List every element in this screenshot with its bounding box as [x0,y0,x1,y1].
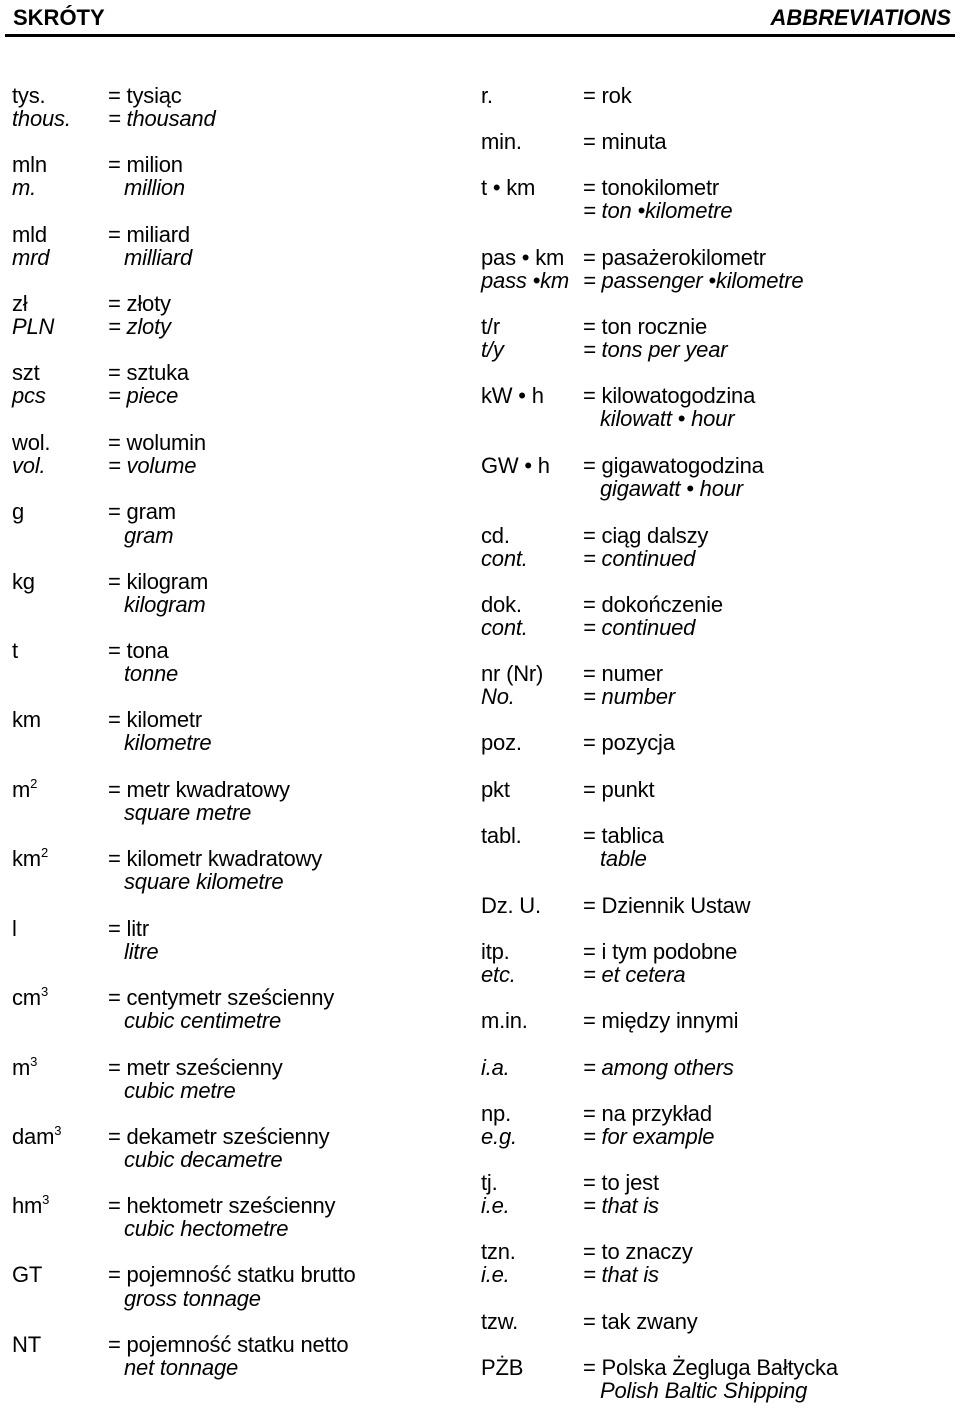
abbreviation-term [12,639,18,663]
abbreviation-term-text: t/y [481,337,504,362]
abbreviation-definition: = thousand [108,106,216,131]
abbreviation-term-text: pass •km [481,268,570,293]
abbreviation-term-text: hm [12,1193,43,1218]
abbreviation-term [12,384,46,408]
abbreviation-definition: = tak zwany [583,1309,698,1334]
abbreviation-definition: = piece [108,383,179,408]
abbreviation-line [12,917,472,941]
abbreviation-line [12,639,472,663]
abbreviation-term [12,246,49,270]
abbreviation-definition: kilogram [124,592,206,617]
abbreviation-definition: = et cetera [583,962,686,987]
abbreviation-definition: milliard [124,245,193,270]
abbreviation-line [481,847,941,871]
abbreviation-line [12,107,472,131]
abbreviation-line [12,1263,472,1287]
abbreviation-term [12,315,54,339]
abbreviation-definition: million [124,175,185,200]
abbreviation-line [481,894,941,918]
abbreviation-term [481,685,515,709]
abbreviation-line [12,1217,472,1241]
abbreviation-term-text: dok. [481,592,522,617]
abbreviation-definition: = ton rocznie [583,314,707,339]
abbreviation-term-text: mld [12,222,47,247]
abbreviation-definition: table [600,846,647,871]
abbreviation-exponent: 3 [42,1192,50,1207]
abbreviation-term-text: zł [12,291,28,316]
abbreviation-definition: = milion [108,152,183,177]
abbreviation-definition: = punkt [583,777,655,802]
abbreviation-definition: = sztuka [108,360,189,385]
abbreviation-term-text: cont. [481,546,528,571]
abbreviation-line [481,685,941,709]
abbreviation-line [481,246,941,270]
abbreviation-definition: kilometre [124,730,212,755]
abbreviation-term [481,1171,498,1195]
abbreviation-term-text: m. [12,175,37,200]
abbreviation-term [481,1102,511,1126]
abbreviation-definition: = wolumin [108,430,206,455]
abbreviation-term-text: kg [12,569,35,594]
abbreviation-term [12,986,48,1010]
abbreviation-definition: = metr sześcienny [108,1055,283,1080]
abbreviation-line [481,84,941,108]
abbreviation-term-text: m.in. [481,1008,528,1033]
abbreviation-line [481,176,941,200]
abbreviation-line [12,1194,472,1218]
abbreviation-term [12,153,47,177]
abbreviation-line [481,1056,941,1080]
abbreviation-line [12,454,472,478]
abbreviation-line [12,593,472,617]
abbreviation-line [12,731,472,755]
abbreviation-definition: = kilogram [108,569,209,594]
abbreviation-definition: = continued [583,546,696,571]
abbreviation-term-text: cm [12,985,41,1010]
abbreviation-definition: = kilometr kwadratowy [108,846,323,871]
abbreviation-line [12,662,472,686]
abbreviation-term-text: t [12,638,18,663]
abbreviation-term [12,1056,37,1080]
abbreviation-definition: square metre [124,800,252,825]
abbreviation-definition: gross tonnage [124,1286,261,1311]
abbreviation-term-text: thous. [12,106,71,131]
abbreviation-definition: = number [583,684,675,709]
abbreviation-term-text: PŻB [481,1355,524,1380]
abbreviation-term-text: vol. [12,453,46,478]
abbreviation-definition: = that is [583,1262,659,1287]
abbreviation-definition: cubic hectometre [124,1216,289,1241]
abbreviation-definition: gram [124,523,174,548]
abbreviation-term [481,894,541,918]
abbreviation-term [481,1056,510,1080]
abbreviation-term [12,1125,61,1149]
abbreviation-line [481,199,941,223]
abbreviation-term [481,130,522,154]
abbreviation-line [481,616,941,640]
abbreviation-term-text: pcs [12,383,46,408]
abbreviation-term-text: cont. [481,615,528,640]
abbreviation-term-text: m [12,1055,31,1080]
abbreviation-exponent: 2 [40,845,48,860]
abbreviation-term-text: mln [12,152,47,177]
abbreviation-term [12,84,45,108]
abbreviation-definition: = ciąg dalszy [583,523,709,548]
abbreviation-term-text: cd. [481,523,510,548]
abbreviation-line [481,547,941,571]
abbreviation-term [12,292,28,316]
abbreviation-line [481,407,941,431]
abbreviation-term-text: km [12,846,41,871]
abbreviation-definition: = tona [108,638,169,663]
abbreviation-definition: square kilometre [124,869,284,894]
abbreviation-line [12,84,472,108]
abbreviation-definition: = kilometr [108,707,202,732]
abbreviation-line [12,847,472,871]
abbreviation-definition: = tablica [583,823,664,848]
abbreviation-line [12,1125,472,1149]
abbreviation-term [481,662,543,686]
abbreviation-term-text: mrd [12,245,50,270]
abbreviation-line [481,1194,941,1218]
abbreviation-term-text: itp. [481,939,510,964]
abbreviation-term [12,778,37,802]
abbreviation-definition: = tonokilometr [583,175,719,200]
abbreviation-term [481,1009,528,1033]
abbreviation-definition: = dokończenie [583,592,723,617]
abbreviation-exponent: 3 [40,984,48,999]
abbreviation-term [481,778,510,802]
abbreviation-term-text: tj. [481,1170,498,1195]
abbreviation-line [12,570,472,594]
abbreviation-term [481,315,500,339]
abbreviation-term [12,223,47,247]
abbreviation-definition: = ton •kilometre [583,198,733,223]
abbreviation-exponent: 3 [30,1054,38,1069]
abbreviation-term [481,524,510,548]
abbreviation-term-text: t/r [481,314,500,339]
abbreviation-line [12,986,472,1010]
abbreviation-definition: = między innymi [583,1008,739,1033]
abbreviation-definition: = pasażerokilometr [583,245,766,270]
abbreviation-definition: = tysiąc [108,83,182,108]
abbreviation-line [481,1102,941,1126]
abbreviation-line [481,1171,941,1195]
abbreviation-exponent: 2 [30,776,38,791]
abbreviation-definition: = that is [583,1193,659,1218]
abbreviation-term [12,570,35,594]
abbreviation-term [481,1125,517,1149]
abbreviation-line [481,1240,941,1264]
abbreviation-definition: = rok [583,83,632,108]
abbreviation-line [12,1009,472,1033]
abbreviation-line [12,292,472,316]
abbreviation-definition: = pojemność statku brutto [108,1262,356,1287]
abbreviation-line [12,870,472,894]
abbreviation-line [481,940,941,964]
abbreviation-definition: = pozycja [583,730,675,755]
abbreviation-definition: = metr kwadratowy [108,777,290,802]
abbreviation-term [481,384,544,408]
abbreviation-term-text: tys. [12,83,46,108]
abbreviation-line [481,269,941,293]
abbreviation-definition: = to znaczy [583,1239,693,1264]
abbreviation-definition: = for example [583,1124,715,1149]
abbreviation-line [12,315,472,339]
abbreviation-line [12,361,472,385]
header-title-english: ABBREVIATIONS [770,5,951,30]
abbreviation-line [12,1148,472,1172]
abbreviation-definition: = gram [108,499,176,524]
abbreviation-line [481,454,941,478]
abbreviation-definition: = continued [583,615,696,640]
abbreviation-term [481,963,516,987]
abbreviation-line [481,1009,941,1033]
abbreviation-definition: = dekametr sześcienny [108,1124,330,1149]
abbreviation-line [12,801,472,825]
abbreviation-term-text: szt [12,360,40,385]
abbreviation-term-text: e.g. [481,1124,517,1149]
abbreviation-line [12,524,472,548]
abbreviation-term [481,1310,518,1334]
abbreviation-term-text: Dz. U. [481,893,541,918]
abbreviation-term-text: wol. [12,430,51,455]
abbreviation-term-text: min. [481,129,522,154]
abbreviation-definition: = zloty [108,314,171,339]
abbreviation-term [12,917,17,941]
abbreviation-term [12,1263,42,1287]
abbreviation-term [12,107,71,131]
abbreviation-line [481,130,941,154]
abbreviation-term [12,1333,41,1357]
abbreviation-term [481,246,564,270]
abbreviation-line [12,153,472,177]
abbreviation-term [481,547,528,571]
abbreviation-term [481,338,504,362]
abbreviation-line [12,940,472,964]
abbreviation-term-text: PLN [12,314,55,339]
abbreviation-term-text: poz. [481,730,522,755]
abbreviation-term-text: i.a. [481,1055,510,1080]
abbreviation-definition: = Polska Żegluga Bałtycka [583,1355,838,1380]
abbreviation-definition: = tons per year [583,337,728,362]
page-header [5,0,955,37]
abbreviation-line [12,246,472,270]
abbreviation-term [481,454,550,478]
abbreviation-term [481,1263,510,1287]
abbreviation-definition: = volume [108,453,197,478]
abbreviation-term [481,616,528,640]
abbreviation-term-text: pkt [481,777,510,802]
abbreviation-term [481,269,569,293]
abbreviation-line [12,778,472,802]
abbreviation-term [12,847,48,871]
abbreviation-term-text: r. [481,83,493,108]
abbreviation-definition: cubic decametre [124,1147,283,1172]
abbreviation-definition: = miliard [108,222,190,247]
abbreviation-line [481,1356,941,1380]
abbreviation-line [481,1310,941,1334]
abbreviation-definition: kilowatt • hour [600,406,735,431]
abbreviation-term-text: GW • h [481,453,550,478]
abbreviation-definition: = pojemność statku netto [108,1332,349,1357]
abbreviation-definition: = passenger •kilometre [583,268,804,293]
abbreviation-term [12,431,50,455]
abbreviation-line [481,1379,941,1403]
abbreviation-line [12,223,472,247]
abbreviation-definition: = złoty [108,291,171,316]
abbreviation-line [481,524,941,548]
abbreviation-line [12,384,472,408]
abbreviation-definition: cubic metre [124,1078,236,1103]
abbreviation-term [481,940,510,964]
abbreviation-term-text: i.e. [481,1193,510,1218]
abbreviation-line [12,1079,472,1103]
abbreviation-term-text: t • km [481,175,536,200]
abbreviation-definition: net tonnage [124,1355,239,1380]
abbreviation-term-text: pas • km [481,245,565,270]
abbreviation-term-text: nr (Nr) [481,661,544,686]
abbreviation-term-text: i.e. [481,1262,510,1287]
abbreviation-line [12,708,472,732]
abbreviation-definition: = to jest [583,1170,659,1195]
abbreviation-line [481,593,941,617]
abbreviation-term [481,1240,516,1264]
abbreviation-term-text: GT [12,1262,43,1287]
abbreviation-line [481,662,941,686]
abbreviation-definition: = gigawatogodzina [583,453,764,478]
abbreviation-definition: tonne [124,661,179,686]
abbreviation-definition: = na przykład [583,1101,712,1126]
abbreviation-definition: = centymetr sześcienny [108,985,335,1010]
abbreviation-term [481,824,522,848]
abbreviation-definition: Polish Baltic Shipping [600,1378,808,1403]
abbreviation-term-text: m [12,777,31,802]
abbreviation-definition: gigawatt • hour [600,476,743,501]
abbreviation-term [481,1194,510,1218]
abbreviation-term [12,361,40,385]
abbreviation-term-text: g [12,499,25,524]
abbreviation-term-text: l [12,916,17,941]
abbreviation-definition: = numer [583,661,663,686]
abbreviation-definition: = among others [583,1055,734,1080]
abbreviation-line [481,731,941,755]
abbreviation-exponent: 3 [54,1123,62,1138]
abbreviation-term [481,731,522,755]
abbreviation-term-text: NT [12,1332,41,1357]
abbreviation-definition: = i tym podobne [583,939,738,964]
abbreviation-line [12,1356,472,1380]
abbreviation-term [481,593,522,617]
abbreviation-term [12,500,24,524]
abbreviation-line [481,338,941,362]
abbreviation-term [481,84,493,108]
abbreviation-term-text: tabl. [481,823,522,848]
abbreviation-term [12,454,45,478]
abbreviation-line [12,1333,472,1357]
abbreviation-line [481,384,941,408]
abbreviation-line [12,1056,472,1080]
abbreviation-definition: = minuta [583,129,667,154]
abbreviation-line [481,477,941,501]
header-title-polish: SKRÓTY [13,5,105,30]
abbreviation-line [481,1263,941,1287]
abbreviation-line [481,1125,941,1149]
abbreviation-term-text: km [12,707,41,732]
abbreviation-line [12,176,472,200]
abbreviation-definition: = hektometr sześcienny [108,1193,336,1218]
abbreviation-term [12,708,41,732]
abbreviation-term-text: etc. [481,962,516,987]
abbreviation-term-text: np. [481,1101,511,1126]
abbreviation-definition: = kilowatogodzina [583,383,756,408]
abbreviation-definition: = litr [108,916,149,941]
abbreviation-term-text: kW • h [481,383,544,408]
abbreviation-term-text: tzn. [481,1239,516,1264]
abbreviation-line [481,963,941,987]
abbreviation-term-text: No. [481,684,515,709]
abbreviation-term-text: dam [12,1124,55,1149]
abbreviation-term [12,1194,49,1218]
abbreviation-term-text: tzw. [481,1309,519,1334]
abbreviation-line [481,824,941,848]
abbreviation-line [12,1287,472,1311]
abbreviation-line [481,778,941,802]
abbreviation-term [12,176,36,200]
abbreviation-term [481,1356,523,1380]
abbreviation-line [12,431,472,455]
abbreviation-definition: litre [124,939,159,964]
abbreviation-line [12,500,472,524]
abbreviation-definition: = Dziennik Ustaw [583,893,751,918]
abbreviation-definition: cubic centimetre [124,1008,281,1033]
abbreviation-term [481,176,535,200]
abbreviation-line [481,315,941,339]
